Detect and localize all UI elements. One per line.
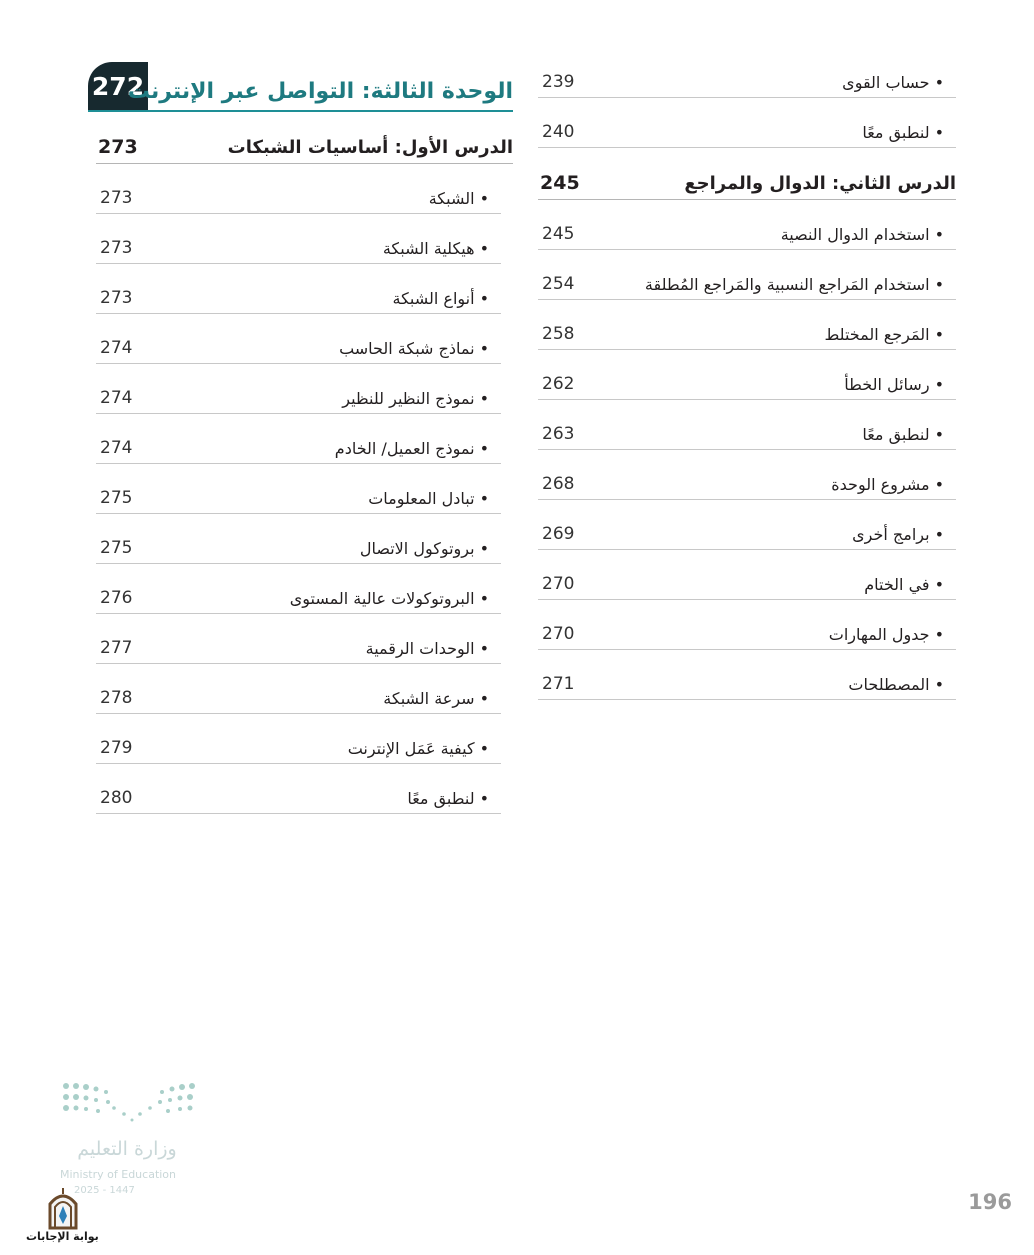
toc-entry[interactable]	[96, 664, 501, 714]
page-number: 196	[968, 1190, 1012, 1214]
toc-entry-page: 263	[542, 424, 575, 444]
toc-entry[interactable]	[96, 214, 501, 264]
toc-entry[interactable]	[538, 650, 956, 700]
toc-entry-label: • الوحدات الرقمية	[366, 639, 489, 658]
toc-entry[interactable]	[96, 164, 501, 214]
toc-entry[interactable]	[96, 414, 501, 464]
toc-entry[interactable]	[538, 250, 956, 300]
toc-entry-page: 258	[542, 324, 575, 344]
ministry-year: 2025 - 1447	[74, 1185, 135, 1196]
portal-name: بوابة الإجابات	[26, 1230, 99, 1243]
toc-entry[interactable]	[538, 450, 956, 500]
toc-entry-label: • رسائل الخطأ	[844, 375, 944, 394]
toc-entry-page: 270	[542, 624, 575, 644]
toc-entry-label: • استخدام الدوال النصية	[781, 225, 944, 244]
toc-entry-label: • كيفية عَمَل الإنترنت	[348, 739, 489, 758]
toc-entry[interactable]	[96, 264, 501, 314]
toc-entry-page: 274	[100, 438, 133, 458]
toc-entry-label: • لنطبق معًا	[407, 789, 489, 808]
unit-page-badge: 272	[88, 62, 148, 110]
toc-entry[interactable]	[538, 500, 956, 550]
lesson-heading[interactable]	[96, 112, 513, 164]
toc-entry[interactable]	[96, 614, 501, 664]
toc-entry[interactable]	[96, 514, 501, 564]
toc-entry-label: • الشبكة	[429, 189, 489, 208]
lesson-title: الدرس الأول: أساسيات الشبكات	[227, 137, 513, 158]
toc-entry-page: 271	[542, 674, 575, 694]
toc-entry[interactable]	[538, 300, 956, 350]
toc-entry[interactable]	[538, 600, 956, 650]
toc-entry-label: • لنطبق معًا	[862, 425, 944, 444]
ministry-name-english: Ministry of Education	[60, 1168, 177, 1181]
toc-entry[interactable]	[96, 364, 501, 414]
toc-entry[interactable]	[96, 764, 501, 814]
toc-entry-label: • مشروع الوحدة	[831, 475, 944, 494]
toc-entry-label: • سرعة الشبكة	[383, 689, 489, 708]
toc-entry[interactable]	[538, 200, 956, 250]
toc-entry-label: • نموذج العميل/ الخادم	[335, 439, 489, 458]
toc-entry-label: • المصطلحات	[848, 675, 944, 694]
toc-entry-page: 275	[100, 488, 133, 508]
toc-entry[interactable]	[538, 400, 956, 450]
toc-entry[interactable]	[96, 464, 501, 514]
toc-entry[interactable]	[538, 350, 956, 400]
toc-entry[interactable]	[538, 48, 956, 98]
toc-entry-page: 274	[100, 338, 133, 358]
toc-entry-label: • برامج أخرى	[852, 525, 944, 544]
toc-entry-page: 273	[100, 188, 133, 208]
toc-entry-page: 268	[542, 474, 575, 494]
toc-entry-page: 278	[100, 688, 133, 708]
toc-entry-label: • نماذج شبكة الحاسب	[339, 339, 489, 358]
toc-left-column	[88, 62, 513, 814]
toc-entry-label: • أنواع الشبكة	[392, 289, 489, 308]
toc-entry-list	[538, 200, 956, 700]
toc-entry-label: • في الختام	[864, 575, 944, 594]
toc-entry-label: • لنطبق معًا	[862, 123, 944, 142]
toc-entry-page: 239	[542, 72, 575, 92]
toc-entry[interactable]	[96, 564, 501, 614]
toc-entry-page: 245	[542, 224, 575, 244]
toc-entry-page: 270	[542, 574, 575, 594]
toc-entry-page: 280	[100, 788, 133, 808]
toc-entry-page: 274	[100, 388, 133, 408]
toc-entry-page: 269	[542, 524, 575, 544]
toc-entry-page: 279	[100, 738, 133, 758]
unit-title: الوحدة الثالثة: التواصل عبر الإنترنت	[127, 79, 513, 104]
lesson-title: الدرس الثاني: الدوال والمراجع	[684, 173, 956, 194]
toc-entry-page: 273	[100, 288, 133, 308]
toc-entry-page: 240	[542, 122, 575, 142]
toc-entry-label: • المَرجع المختلط	[824, 325, 944, 344]
unit-heading[interactable]	[88, 62, 513, 112]
ministry-logo-dots-icon	[58, 1078, 208, 1128]
portal-lantern-icon	[38, 1186, 88, 1230]
toc-entry-label: • بروتوكول الاتصال	[360, 539, 489, 558]
lesson-heading[interactable]	[538, 148, 956, 200]
toc-entry-label: • حساب القوى	[842, 73, 944, 92]
toc-entry-label: • هيكلية الشبكة	[383, 239, 489, 258]
toc-entry-page: 275	[100, 538, 133, 558]
toc-entry[interactable]	[538, 98, 956, 148]
toc-entry-label: • جدول المهارات	[829, 625, 944, 644]
toc-entry-page: 277	[100, 638, 133, 658]
toc-entry-label: • تبادل المعلومات	[368, 489, 489, 508]
toc-entry[interactable]	[96, 714, 501, 764]
toc-entry-page: 262	[542, 374, 575, 394]
toc-entry-page: 276	[100, 588, 133, 608]
toc-entry-page: 273	[100, 238, 133, 258]
toc-right-column	[538, 48, 956, 700]
toc-entry[interactable]	[96, 314, 501, 364]
lesson-page: 273	[98, 136, 138, 158]
ministry-name-arabic: وزارة التعليم	[77, 1138, 177, 1160]
toc-entry-label: • البروتوكولات عالية المستوى	[290, 589, 489, 608]
toc-entry-label: • نموذج النظير للنظير	[342, 389, 489, 408]
toc-entry-list	[96, 164, 501, 814]
lesson-page: 245	[540, 172, 580, 194]
toc-entry-label: • استخدام المَراجع النسبية والمَراجع المُطلقة	[645, 275, 944, 294]
toc-entry-page: 254	[542, 274, 575, 294]
toc-entry[interactable]	[538, 550, 956, 600]
